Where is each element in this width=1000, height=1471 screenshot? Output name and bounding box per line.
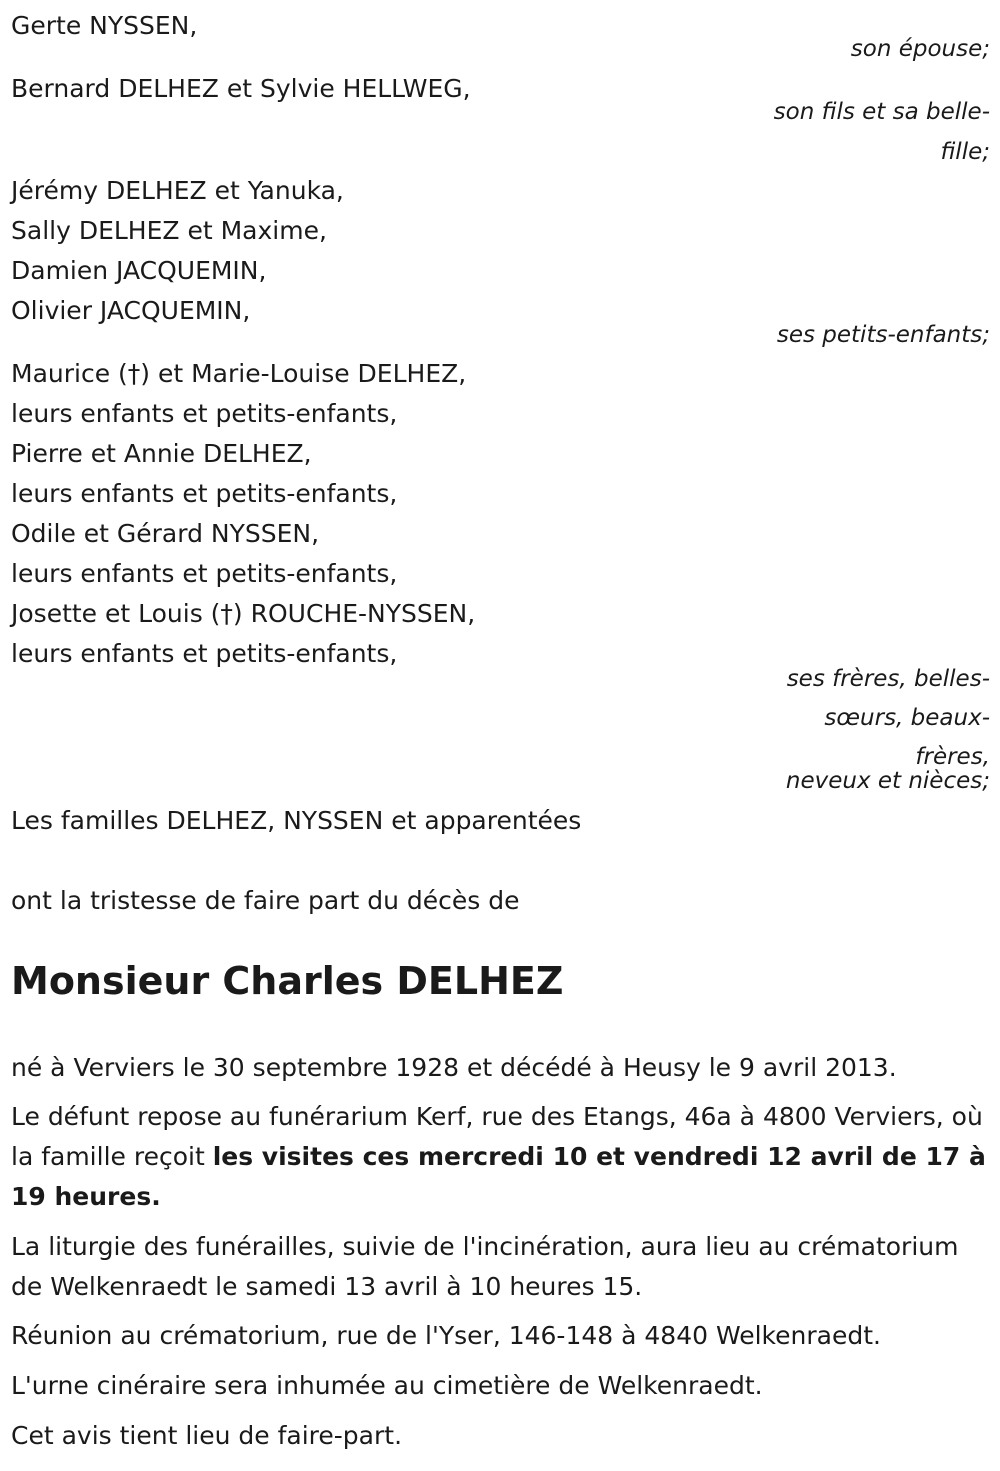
son-names: Bernard DELHEZ et Sylvie HELLWEG,: [11, 74, 471, 103]
deceased-name: Monsieur Charles DELHEZ: [11, 959, 564, 1003]
siblings-relation-line: frères,: [915, 744, 990, 770]
grandchild-name: Olivier JACQUEMIN,: [11, 296, 251, 325]
notice-line: Cet avis tient lieu de faire-part.: [11, 1421, 403, 1450]
sibling-line: Odile et Gérard NYSSEN,: [11, 519, 320, 548]
sibling-line: Maurice (†) et Marie-Louise DELHEZ,: [11, 359, 467, 388]
son-relation-line1: son fils et sa belle-: [773, 99, 990, 125]
siblings-relation-line: sœurs, beaux-: [824, 705, 990, 731]
urn-line: L'urne cinéraire sera inhumée au cimetière de Welkenraedt.: [11, 1371, 763, 1400]
grandchildren-relation: ses petits-enfants;: [776, 322, 990, 348]
announcement-line: ont la tristesse de faire part du décès de: [11, 886, 520, 915]
siblings-relation-line: neveux et nièces;: [785, 768, 990, 794]
visits-info: les visites ces mercredi 10 et vendredi 12 avril de 17 à 19 heures.: [11, 1142, 986, 1211]
meeting-line: Réunion au crématorium, rue de l'Yser, 146-148 à 4840 Welkenraedt.: [11, 1321, 881, 1350]
sibling-line: leurs enfants et petits-enfants,: [11, 399, 398, 428]
sibling-line: leurs enfants et petits-enfants,: [11, 559, 398, 588]
sibling-line: Pierre et Annie DELHEZ,: [11, 439, 312, 468]
sibling-line: Josette et Louis (†) ROUCHE-NYSSEN,: [11, 599, 476, 628]
liturgy-paragraph: La liturgie des funérailles, suivie de l'incinération, aura lieu au crématorium de Welkenraedt le samedi 13 avril à 10 heures 15.: [11, 1232, 959, 1301]
wife-relation: son épouse;: [850, 36, 990, 62]
wife-name: Gerte NYSSEN,: [11, 11, 198, 40]
rest-intro: Le défunt repose au funérarium Kerf, rue des Etangs, 46a à 4800 Verviers, où la famille reçoit: [11, 1102, 983, 1171]
grandchild-name: Jérémy DELHEZ et Yanuka,: [11, 176, 344, 205]
birth-death-line: né à Verviers le 30 septembre 1928 et décédé à Heusy le 9 avril 2013.: [11, 1053, 897, 1082]
rest-paragraph: [11, 1097, 986, 1217]
families-line: Les familles DELHEZ, NYSSEN et apparentées: [11, 806, 582, 835]
son-relation-line2: fille;: [940, 139, 990, 165]
grandchild-name: Damien JACQUEMIN,: [11, 256, 267, 285]
sibling-line: leurs enfants et petits-enfants,: [11, 639, 398, 668]
grandchild-name: Sally DELHEZ et Maxime,: [11, 216, 327, 245]
sibling-line: leurs enfants et petits-enfants,: [11, 479, 398, 508]
siblings-relation-line: ses frères, belles-: [786, 666, 990, 692]
